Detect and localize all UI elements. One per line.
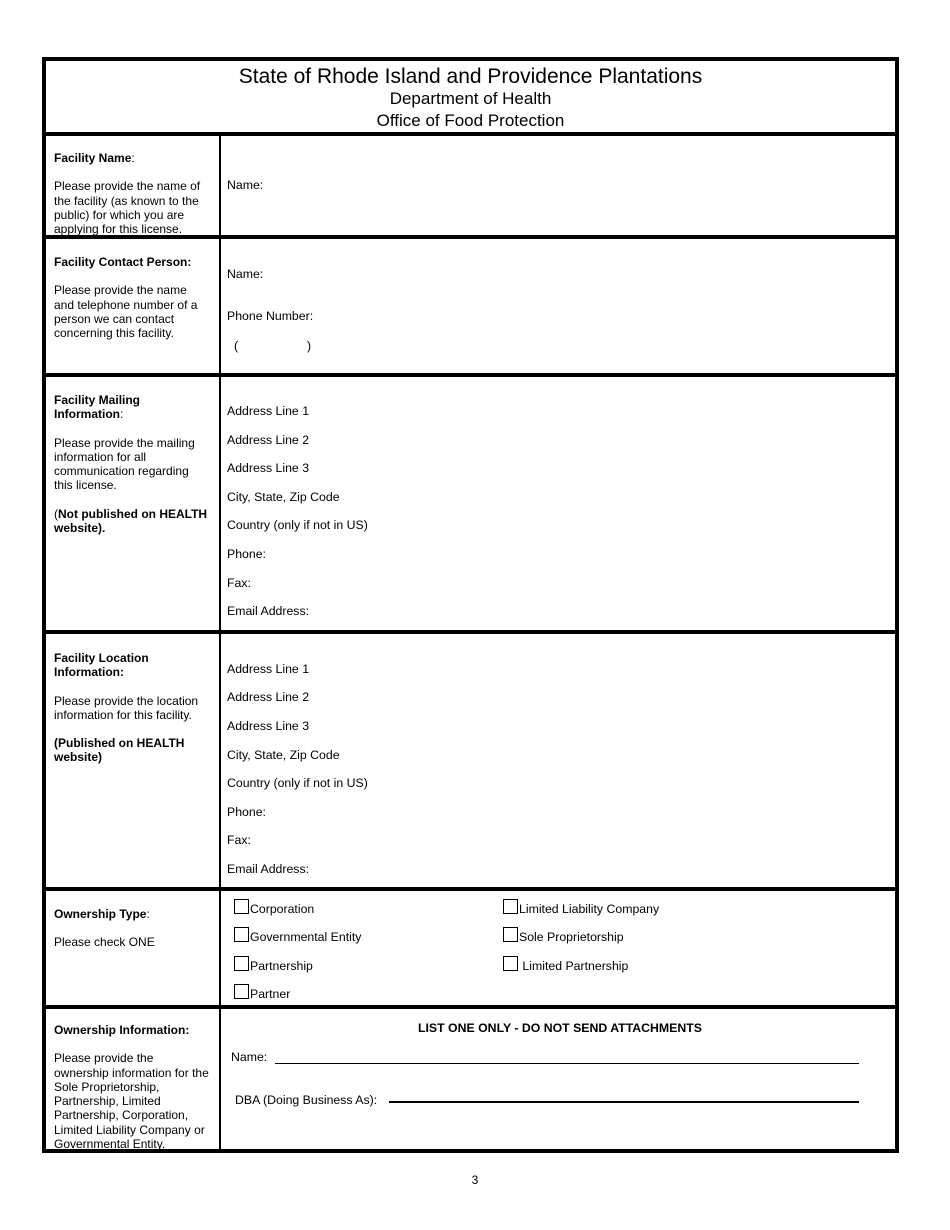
option-partnership[interactable] xyxy=(234,956,313,973)
option-limited-partnership[interactable] xyxy=(503,956,628,973)
option-label: Limited Liability Company xyxy=(519,902,660,916)
location-label: Facility Location Information: xyxy=(54,651,149,680)
location-help: Please provide the location information for this facility. xyxy=(54,693,199,722)
option-corporation[interactable] xyxy=(234,899,314,916)
facility-name-help: Please provide the name of the facility (as known to the public) for which you are applying for this license. xyxy=(54,179,201,237)
contact-name-field[interactable]: Name: xyxy=(227,267,264,281)
divider xyxy=(46,373,895,377)
checkbox[interactable] xyxy=(234,984,249,999)
option-sole-proprietorship[interactable] xyxy=(503,927,624,944)
note-paren: ( xyxy=(54,506,58,521)
office-title: Office of Food Protection xyxy=(376,111,565,130)
mailing-help: Please provide the mailing information for all communication regarding this license. xyxy=(54,435,195,493)
location-address-line-1[interactable]: Address Line 1 xyxy=(227,662,310,676)
mailing-email[interactable]: Email Address: xyxy=(227,604,310,618)
mailing-phone[interactable]: Phone: xyxy=(227,547,266,561)
ownership-info-heading: LIST ONE ONLY - DO NOT SEND ATTACHMENTS xyxy=(418,1021,702,1035)
ownership-type-help: Please check ONE xyxy=(54,935,155,950)
facility-name-description xyxy=(54,151,210,236)
checkbox[interactable] xyxy=(503,927,518,942)
checkbox[interactable] xyxy=(234,956,249,971)
owner-name-label: Name: xyxy=(231,1050,268,1064)
mailing-description xyxy=(54,393,210,535)
divider xyxy=(46,132,895,136)
ownership-info-help: Please provide the ownership information for the Sole Proprietorship, Partnership, Limited Partnership, Corporation, Limited Liability Company or Governmental Entity. xyxy=(54,1051,209,1152)
checkbox[interactable] xyxy=(503,899,518,914)
option-partner[interactable] xyxy=(234,984,290,1001)
ownership-info-description xyxy=(54,1023,210,1151)
location-phone[interactable]: Phone: xyxy=(227,805,266,819)
location-address-line-3[interactable]: Address Line 3 xyxy=(227,719,310,733)
page-number: 3 xyxy=(471,1173,479,1187)
ownership-type-label: Ownership Type xyxy=(54,907,147,921)
owner-name-input[interactable] xyxy=(275,1063,859,1064)
contact-label: Facility Contact Person: xyxy=(54,255,192,269)
ownership-info-label: Ownership Information: xyxy=(54,1023,190,1037)
divider xyxy=(46,887,895,891)
option-limited-liability-company[interactable] xyxy=(503,899,659,916)
dba-input[interactable] xyxy=(389,1101,859,1103)
mailing-country[interactable]: Country (only if not in US) xyxy=(227,518,368,532)
location-country[interactable]: Country (only if not in US) xyxy=(227,776,368,790)
column-divider xyxy=(219,134,221,1153)
divider xyxy=(46,630,895,634)
mailing-address-line-3[interactable]: Address Line 3 xyxy=(227,461,310,475)
option-label: Partnership xyxy=(250,959,313,973)
label-suffix: : xyxy=(120,407,124,422)
option-label: Governmental Entity xyxy=(250,930,362,944)
label-suffix: : xyxy=(146,907,150,921)
checkbox[interactable] xyxy=(234,927,249,942)
ownership-type-description xyxy=(54,907,210,950)
phone-area-code-close: ) xyxy=(307,339,312,353)
divider xyxy=(46,1005,895,1009)
mailing-label: Facility Mailing Information xyxy=(54,393,141,422)
option-label: Sole Proprietorship xyxy=(519,930,624,944)
contact-description xyxy=(54,255,210,340)
location-address-line-2[interactable]: Address Line 2 xyxy=(227,690,310,704)
option-label: Corporation xyxy=(250,902,315,916)
location-email[interactable]: Email Address: xyxy=(227,862,310,876)
contact-phone-field[interactable]: Phone Number: xyxy=(227,309,314,323)
phone-area-code-open: ( xyxy=(234,339,239,353)
contact-help: Please provide the name and telephone number of a person we can contact concerning this facility. xyxy=(54,283,198,341)
label-suffix: : xyxy=(131,151,135,165)
department-title: Department of Health xyxy=(389,89,552,108)
checkbox[interactable] xyxy=(234,899,249,914)
option-label: Partner xyxy=(250,987,291,1001)
mailing-fax[interactable]: Fax: xyxy=(227,576,251,590)
location-fax[interactable]: Fax: xyxy=(227,833,251,847)
form-header xyxy=(46,61,895,134)
option-governmental-entity[interactable] xyxy=(234,927,361,944)
mailing-city-state-zip[interactable]: City, State, Zip Code xyxy=(227,490,340,504)
location-description xyxy=(54,651,210,765)
dba-label: DBA (Doing Business As): xyxy=(235,1093,378,1107)
facility-name-label: Facility Name xyxy=(54,151,132,165)
option-label: Limited Partnership xyxy=(519,959,629,973)
facility-name-field[interactable]: Name: xyxy=(227,178,264,192)
mailing-address-line-2[interactable]: Address Line 2 xyxy=(227,433,310,447)
location-city-state-zip[interactable]: City, State, Zip Code xyxy=(227,748,340,762)
mailing-note: Not published on HEALTH website). xyxy=(54,506,208,536)
mailing-address-line-1[interactable]: Address Line 1 xyxy=(227,404,310,418)
location-note: (Published on HEALTH website) xyxy=(54,736,185,765)
checkbox[interactable] xyxy=(503,956,518,971)
application-form xyxy=(42,57,899,1153)
state-title: State of Rhode Island and Providence Plantations xyxy=(238,65,703,88)
